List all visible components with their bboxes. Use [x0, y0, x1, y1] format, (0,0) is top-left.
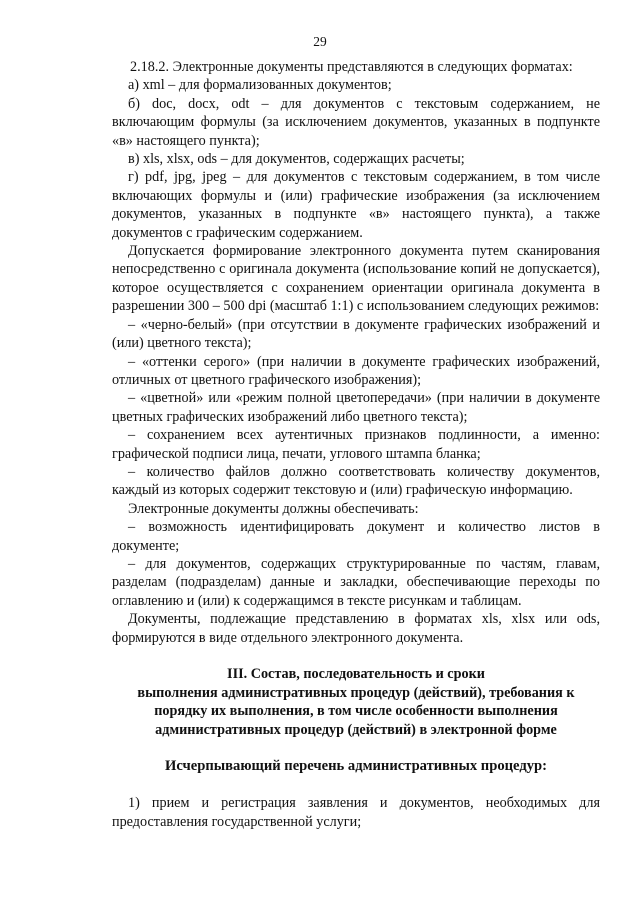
- paragraph-mode-color: – «цветной» или «режим полной цветопередачи» (при наличии в документе цветных графических изображений либо цветного текста);: [112, 390, 600, 425]
- paragraph-format-g: г) pdf, jpg, jpeg – для документов с текстовым содержанием, в том числе включающих формулы и (или) графические изображения (за исключением документов, указанных в подпункте «в» настоящего пункта), а также документов с графическим содержанием.: [112, 169, 600, 241]
- paragraph-formats-intro: 2.18.2. Электронные документы представляются в следующих форматах:: [130, 59, 573, 75]
- paragraph-structure: – для документов, содержащих структурированные по частям, главам, разделам (подразделам) данные и закладки, обеспечивающие переходы по оглавлению и (или) к содержащимся в тексте рисункам и таблицам.: [112, 555, 600, 609]
- paragraph-authenticity: – сохранением всех аутентичных признаков подлинности, а именно: графической подписи лица, печати, углового штампа бланка;: [112, 427, 600, 462]
- paragraph-format-a: а) xml – для формализованных документов;: [128, 77, 392, 94]
- page-number: 29: [313, 34, 327, 49]
- section-heading-line-1: III. Состав, последовательность и сроки: [227, 666, 485, 682]
- paragraph-spreadsheets: Документы, подлежащие представлению в форматах xls, xlsx или ods, формируются в виде отдельного электронного документа.: [112, 611, 600, 646]
- procedure-item-1: 1) прием и регистрация заявления и документов, необходимых для предоставления государственной услуги;: [112, 795, 600, 830]
- paragraph-requirements-intro: Электронные документы должны обеспечивать:: [128, 500, 419, 517]
- paragraph-format-v: в) xls, xlsx, ods – для документов, содержащих расчеты;: [128, 151, 465, 168]
- paragraph-format-b: б) doc, docx, odt – для документов с текстовым содержанием, не включающим формулы (за исключением документов, указанных в подпункте «в» настоящего пункта);: [112, 95, 600, 149]
- section-heading: [112, 665, 600, 739]
- section-heading-line-3: порядку их выполнения, в том числе особенности выполнения: [154, 703, 558, 720]
- document-body: [112, 58, 600, 831]
- section-heading-line-2: выполнения административных процедур (действий), требования к: [137, 684, 575, 701]
- paragraph-identification: – возможность идентифицировать документ и количество листов в документе;: [112, 519, 600, 554]
- paragraph-mode-bw: – «черно-белый» (при отсутствии в документе графических изображений и (или) цветного текста);: [112, 316, 600, 352]
- section-heading-line-4: административных процедур (действий) в электронной форме: [155, 721, 557, 738]
- procedures-subheading: Исчерпывающий перечень административных процедур:: [165, 758, 547, 775]
- paragraph-mode-gray: – «оттенки серого» (при наличии в документе графических изображений, отличных от цветного графического изображения);: [112, 353, 600, 388]
- paragraph-file-count: – количество файлов должно соответствовать количеству документов, каждый из которых содержит текстовую и (или) графическую информацию.: [112, 463, 600, 499]
- paragraph-scanning: Допускается формирование электронного документа путем сканирования непосредственно с оригинала документа (использование копий не допускается), которое осуществляется с сохранением ориентации оригинала документа в разрешении 300 – 500 dpi (масштаб 1:1) с использованием следующих режимов:: [112, 243, 600, 315]
